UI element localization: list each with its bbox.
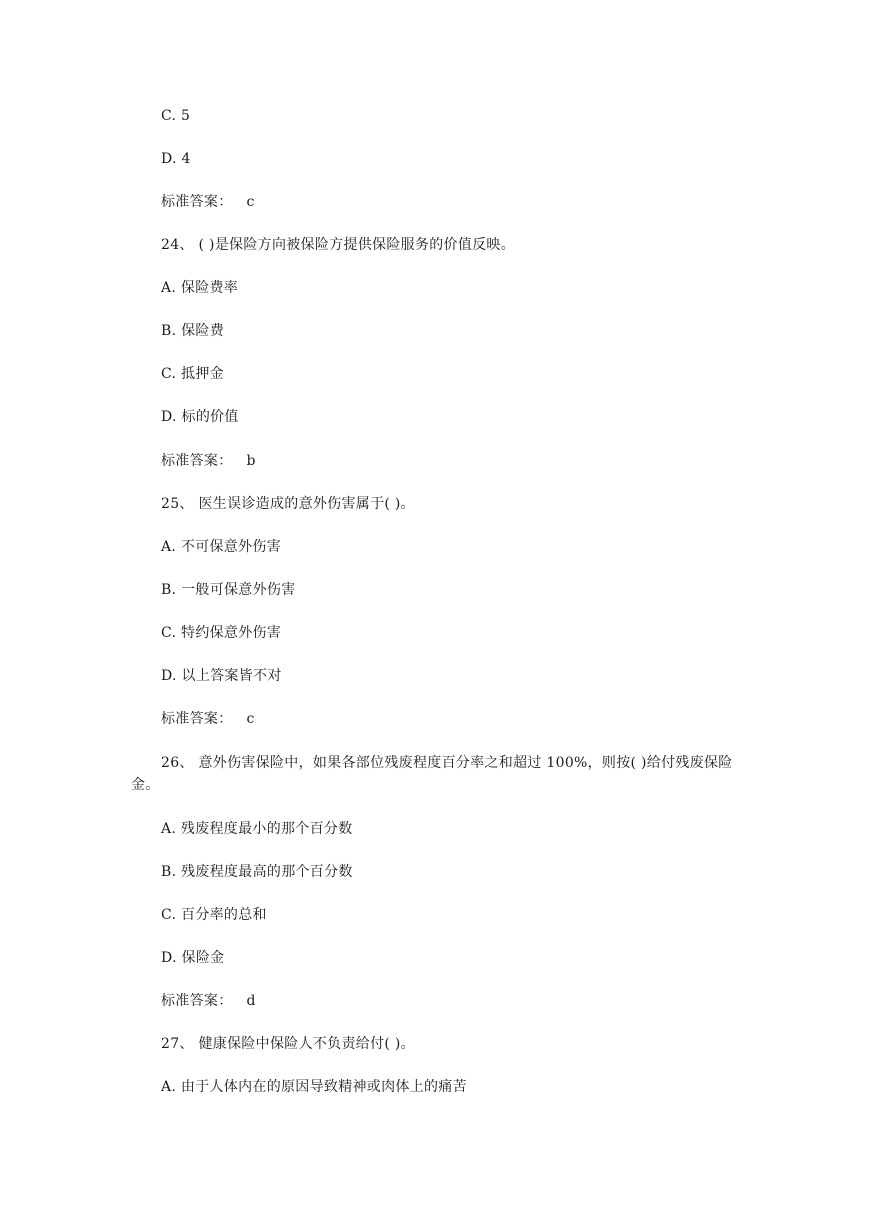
question-26: 26、 意外伤害保险中，如果各部位残废程度百分率之和超过 100%，则按( )给付残废保险金。 xyxy=(131,755,733,793)
standard-answer xyxy=(161,991,256,1011)
option-a: A. 不可保意外伤害 xyxy=(161,539,282,555)
option-d: D. 以上答案皆不对 xyxy=(161,668,282,684)
option-d: D. 4 xyxy=(161,151,191,167)
option-a: A. 残废程度最小的那个百分数 xyxy=(161,821,353,837)
answer-value: c xyxy=(246,711,255,727)
answer-value: c xyxy=(246,194,255,210)
option-d: D. 保险金 xyxy=(161,950,225,966)
question-27: 27、 健康保险中保险人不负责给付( )。 xyxy=(161,1036,415,1052)
answer-value: d xyxy=(246,993,256,1009)
option-a: A. 由于人体内在的原因导致精神或肉体上的痛苦 xyxy=(161,1079,467,1095)
answer-label: 标准答案： xyxy=(161,453,233,469)
standard-answer xyxy=(161,709,255,729)
option-c: C. 抵押金 xyxy=(161,366,224,382)
option-a: A. 保险费率 xyxy=(161,280,239,296)
answer-label: 标准答案： xyxy=(161,194,233,210)
option-b: B. 保险费 xyxy=(161,323,224,339)
option-c: C. 特约保意外伤害 xyxy=(161,625,282,641)
option-d: D. 标的价值 xyxy=(161,409,239,425)
option-c: C. 5 xyxy=(161,108,191,124)
standard-answer xyxy=(161,192,255,212)
option-c: C. 百分率的总和 xyxy=(161,907,267,923)
answer-label: 标准答案： xyxy=(161,993,233,1009)
question-25: 25、 医生误诊造成的意外伤害属于( )。 xyxy=(161,496,415,512)
answer-value: b xyxy=(246,453,256,469)
option-b: B. 残废程度最高的那个百分数 xyxy=(161,864,353,880)
answer-label: 标准答案： xyxy=(161,711,233,727)
option-b: B. 一般可保意外伤害 xyxy=(161,582,296,598)
standard-answer xyxy=(161,451,256,471)
question-24: 24、 ( )是保险方向被保险方提供保险服务的价值反映。 xyxy=(161,237,516,253)
